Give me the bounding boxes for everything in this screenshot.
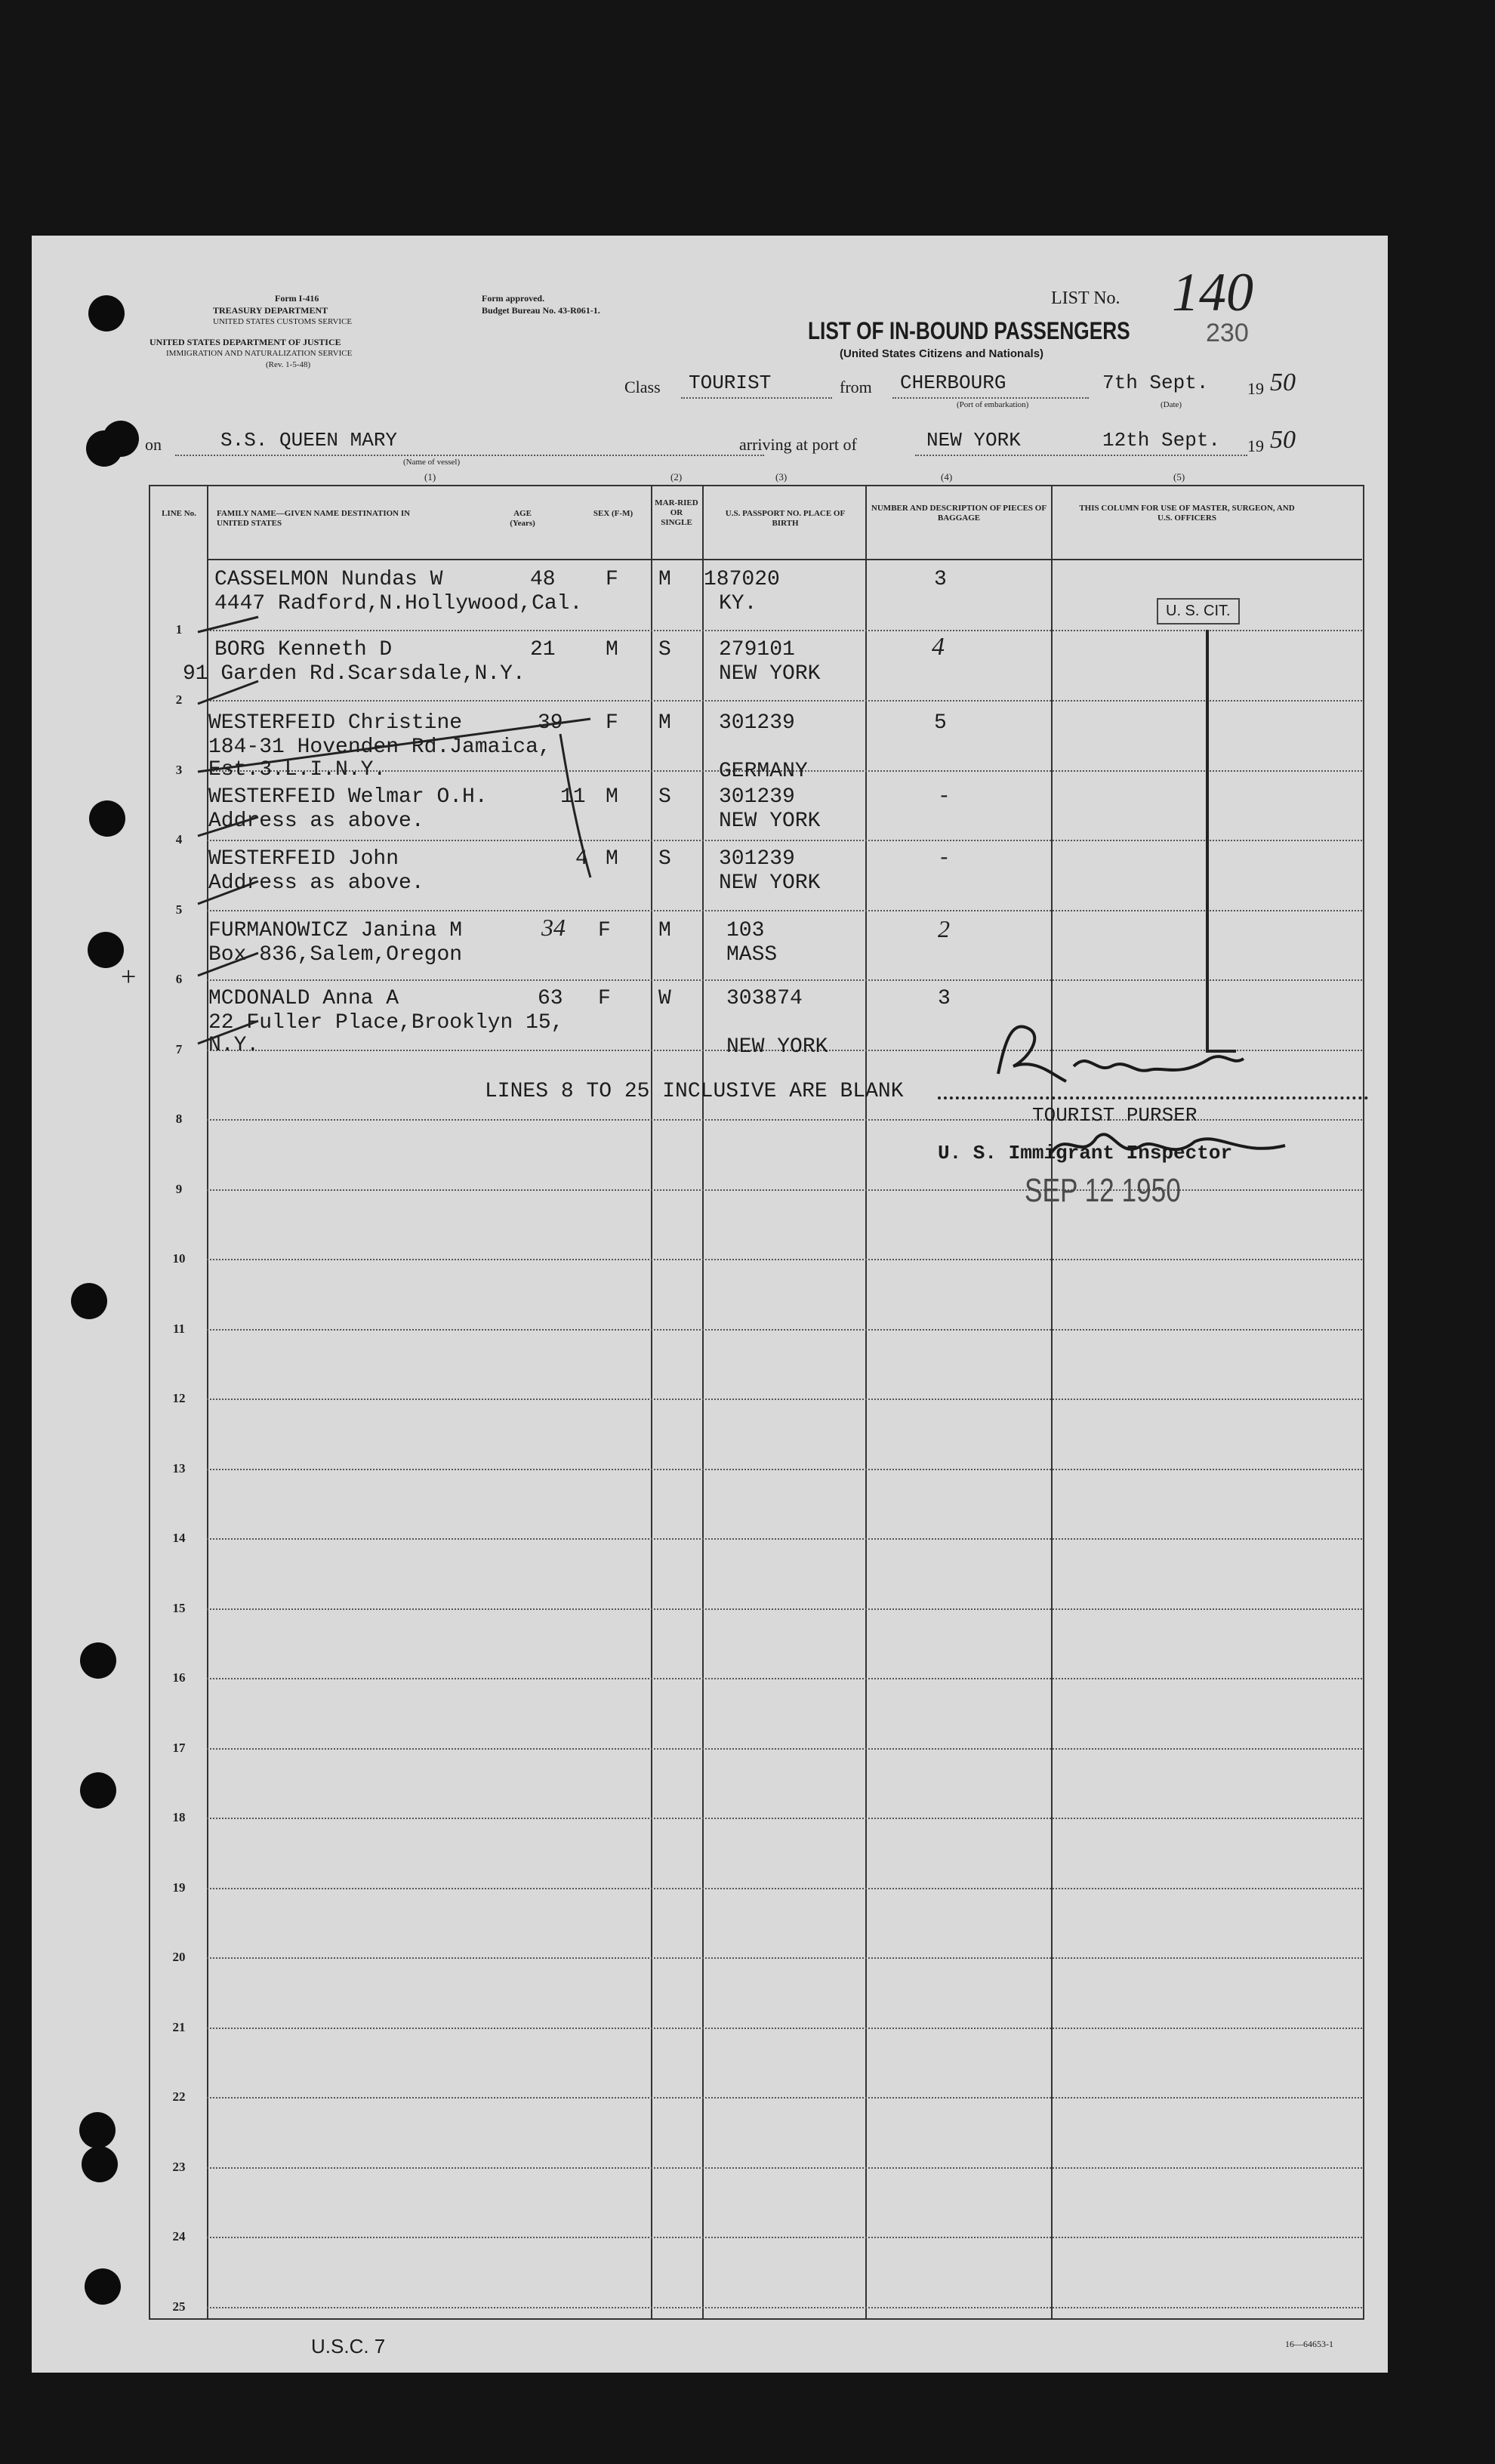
port-note: (Port of embarkation) [957,400,1029,409]
line-number: 8 [175,1112,183,1126]
passenger-name: WESTERFEID Welmar O.H. [208,785,488,809]
passenger-age: 4 [575,847,588,871]
form-revision: (Rev. 1-5-48) [266,360,311,369]
marital-status: W [658,987,671,1010]
vessel-name: S.S. QUEEN MARY [220,429,398,452]
line-number: 1 [175,622,183,637]
underline [892,397,1089,399]
line-number: 16 [172,1670,186,1685]
underline [175,455,764,456]
us-citizen-stamp: U. S. CIT. [1157,598,1240,624]
ins-service: IMMIGRATION AND NATURALIZATION SERVICE [166,349,353,358]
marital-status: M [658,568,671,591]
marital-status: S [658,847,671,871]
officers-header: THIS COLUMN FOR USE OF MASTER, SURGEON, AND U.S. OFFICERS [1079,504,1295,523]
baggage-header: NUMBER AND DESCRIPTION OF PIECES OF BAGGAGE [871,504,1047,523]
marital-status: S [658,638,671,661]
passenger-age: 34 [541,914,566,941]
departure-date: 7th Sept. [1102,372,1209,394]
departure-year: 50 [1270,369,1296,396]
passenger-age: 21 [530,638,556,661]
manifest-page [32,236,1388,2373]
underline [915,455,1247,456]
form-number: Form I-416 [275,293,319,304]
passenger-name: CASSELMON Nundas W [214,568,443,591]
passenger-name: FURMANOWICZ Janina M [208,919,463,942]
passenger-address: 91 Garden Rd.Scarsdale,N.Y. [183,662,526,686]
line-number: 22 [172,2089,186,2104]
justice-dept: UNITED STATES DEPARTMENT OF JUSTICE [150,337,341,347]
footer-code: U.S.C. 7 [311,2335,386,2358]
line-number: 18 [172,1810,186,1824]
budget-bureau: Budget Bureau No. 43-R061-1. [482,305,600,316]
column-number: (3) [775,471,788,483]
place-of-birth: GERMANY [719,760,808,783]
baggage-count: 3 [934,568,947,591]
passenger-name: WESTERFEID John [208,847,399,871]
blank-lines-note: LINES 8 TO 25 INCLUSIVE ARE BLANK [485,1080,904,1103]
line-number: 2 [175,692,183,707]
passport-number: 187020 [704,568,780,591]
passport-number: 303874 [726,987,803,1010]
on-label: on [145,435,162,454]
line-number: 15 [172,1601,186,1615]
inspector-title: U. S. Immigrant Inspector [938,1142,1233,1164]
place-of-birth: NEW YORK [719,871,821,895]
line-number: 23 [172,2160,186,2174]
passenger-sex: F [606,711,618,735]
customs-service: UNITED STATES CUSTOMS SERVICE [213,317,353,326]
treasury-dept: TREASURY DEPARTMENT [213,305,328,316]
passenger-sex: F [606,568,618,591]
line-number: 5 [175,902,183,917]
passenger-sex: M [606,847,618,871]
line-number: 24 [172,2229,186,2244]
baggage-count: 3 [938,987,951,1010]
check-marks [168,538,696,1081]
line-number: 20 [172,1950,186,1964]
line-no-header: LINE No. [162,509,196,518]
passenger-address-2: N.Y. [208,1034,260,1057]
line-number: 3 [175,763,183,777]
column-number: (4) [941,471,953,483]
line-number: 9 [175,1182,183,1196]
passport-number: 301239 [719,785,795,809]
passport-header: U.S. PASSPORT NO. PLACE OF BIRTH [725,509,846,528]
baggage-count: - [938,785,951,809]
passenger-address: Box 836,Salem,Oregon [208,943,463,967]
punch-hole [103,421,139,457]
line-number: 25 [172,2299,186,2314]
class-label: Class [624,378,661,396]
punch-hole [80,1772,116,1809]
list-no-stamp: 230 [1206,319,1249,347]
punch-hole [79,2112,116,2148]
punch-hole [88,295,125,332]
date-note: (Date) [1161,400,1182,409]
punch-hole [71,1283,107,1319]
baggage-count: - [938,847,951,871]
passenger-address: 4447 Radford,N.Hollywood,Cal. [214,592,583,615]
column-number: (2) [670,471,683,483]
passenger-address: Address as above. [208,810,424,833]
document-subtitle: (United States Citizens and Nationals) [840,347,1044,360]
column-divider [702,485,704,2320]
passenger-name: MCDONALD Anna A [208,987,399,1010]
column-divider [865,485,867,2320]
arrival-year-prefix: 19 [1247,436,1264,455]
punch-hole [89,800,125,837]
passenger-age: 39 [538,711,563,735]
sex-header: SEX (F-M) [593,509,633,518]
underline [681,397,832,399]
arriving-label: arriving at port of [739,435,857,454]
line-number: 13 [172,1461,186,1476]
line-number: 17 [172,1741,186,1755]
age-header: AGE (Years) [510,509,535,528]
passport-number: 301239 [719,847,795,871]
passenger-address: Address as above. [208,871,424,895]
line-number: 14 [172,1531,186,1545]
line-number: 12 [172,1391,186,1405]
punch-hole [80,1642,116,1679]
baggage-count: 5 [934,711,947,735]
line-number: 6 [175,972,183,986]
marital-status: M [658,711,671,735]
passenger-age: 11 [560,785,586,809]
purser-title: TOURIST PURSER [1032,1104,1198,1127]
line-number: 4 [175,832,183,847]
class-value: TOURIST [689,372,772,394]
place-of-birth: NEW YORK [719,662,821,686]
place-of-birth: MASS [726,943,778,967]
line-number: 10 [172,1251,186,1266]
arrival-year: 50 [1270,426,1296,454]
passport-number: 301239 [719,711,795,735]
from-label: from [840,378,872,396]
passenger-address-2: Est.3.L.I.N.Y. [208,758,387,782]
punch-hole [82,2146,118,2182]
passenger-sex: M [606,785,618,809]
us-citizen-bracket [1206,630,1209,1053]
passenger-age: 63 [538,987,563,1010]
passenger-name: WESTERFEID Christine [208,711,463,735]
place-of-birth: NEW YORK [719,810,821,833]
baggage-count: 4 [932,633,945,661]
name-header: FAMILY NAME—GIVEN NAME DESTINATION IN UNITED STATES [217,509,411,528]
form-approved: Form approved. [482,293,545,304]
passenger-address: 22 Fuller Place,Brooklyn 15, [208,1011,564,1035]
marital-status: S [658,785,671,809]
passenger-name: BORG Kenneth D [214,638,393,661]
marital-status: M [658,919,671,942]
inspector-signature [1043,1115,1293,1176]
punch-hole [85,2268,121,2305]
date-stamp: SEP 12 1950 [1025,1172,1181,1209]
passport-number: 103 [726,919,765,942]
column-number: (1) [424,471,436,483]
punch-hole [88,932,124,968]
passenger-sex: F [598,987,611,1010]
arrival-date: 12th Sept. [1102,429,1221,452]
line-number: 7 [175,1042,183,1056]
list-no-label: LIST No. [1051,288,1120,308]
line-number: 19 [172,1880,186,1895]
document-title: LIST OF IN-BOUND PASSENGERS [808,317,1130,344]
blank-note-dots [938,1096,1368,1099]
line-number: 11 [172,1321,186,1336]
column-number: (5) [1173,471,1185,483]
arrival-port: NEW YORK [926,429,1021,452]
baggage-count: 2 [938,915,950,942]
passenger-sex: M [606,638,618,661]
passenger-sex: F [598,919,611,942]
column-divider [1051,485,1053,2320]
purser-signature [983,1006,1255,1096]
port-of-embarkation: CHERBOURG [900,372,1006,394]
married-header: MAR-RIED OR SINGLE [655,498,698,527]
passport-number: 279101 [719,638,795,661]
margin-mark: + [121,961,137,991]
form-print-code: 16—64653-1 [1285,2339,1333,2349]
line-number: 21 [172,2020,186,2034]
place-of-birth: NEW YORK [726,1035,828,1059]
departure-year-prefix: 19 [1247,379,1264,398]
place-of-birth: KY. [719,592,757,615]
vessel-note: (Name of vessel) [403,458,461,467]
passenger-age: 48 [530,568,556,591]
passenger-address: 184-31 Hovenden Rd.Jamaica, [208,735,551,759]
list-no-handwritten: 140 [1172,262,1253,322]
